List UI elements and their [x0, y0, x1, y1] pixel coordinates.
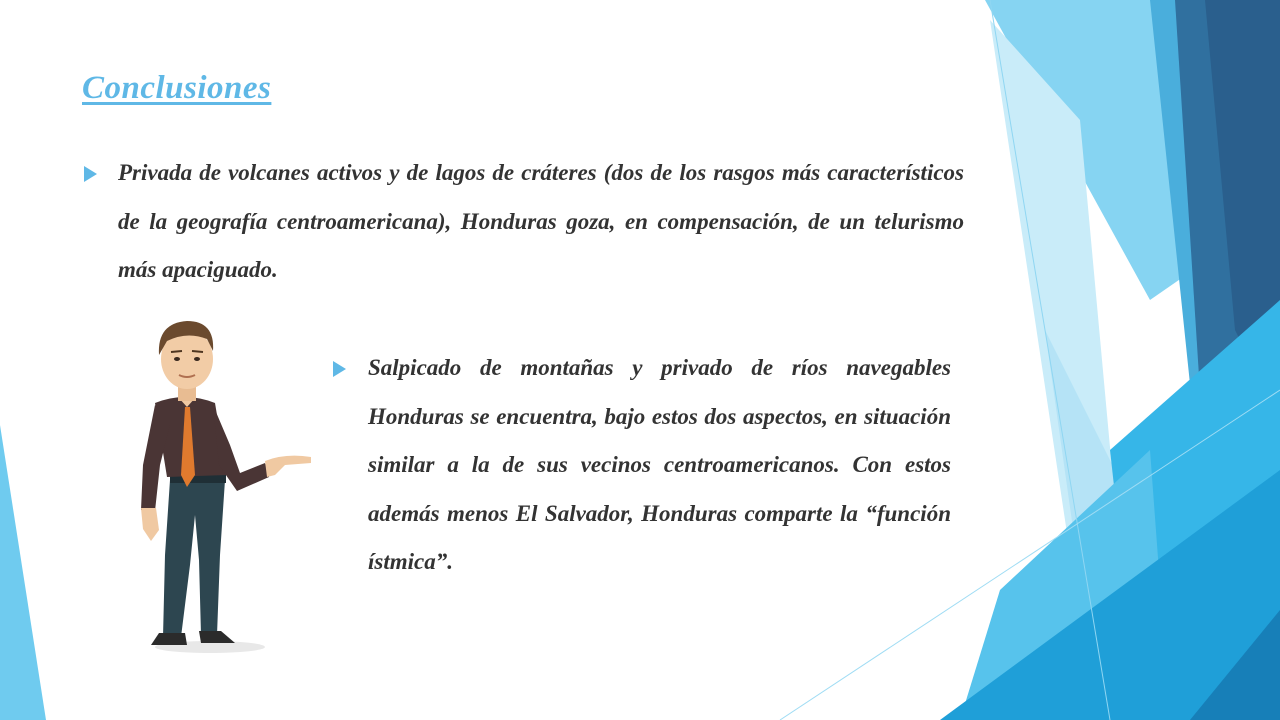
- presenter-illustration: [115, 315, 320, 660]
- left-edge-facet: [0, 425, 46, 720]
- bullet-text-1: Privada de volcanes activos y de lagos de cráteres (dos de los rasgos más característicos de la geografía centroamericana), Honduras goza, en compensación, de un telurismo más apaciguado.: [118, 160, 964, 282]
- bullet-arrow-icon: [84, 166, 97, 182]
- slide-title: Conclusiones: [82, 70, 272, 106]
- bullet-text-2: Salpicado de montañas y privado de ríos navegables Honduras se encuentra, bajo estos dos aspectos, en situación similar a la de sus vecinos centroamericanos. Con estos además menos El Salvador, Honduras comparte la “función ístmica”.: [368, 355, 951, 574]
- bullet-arrow-icon: [333, 361, 346, 377]
